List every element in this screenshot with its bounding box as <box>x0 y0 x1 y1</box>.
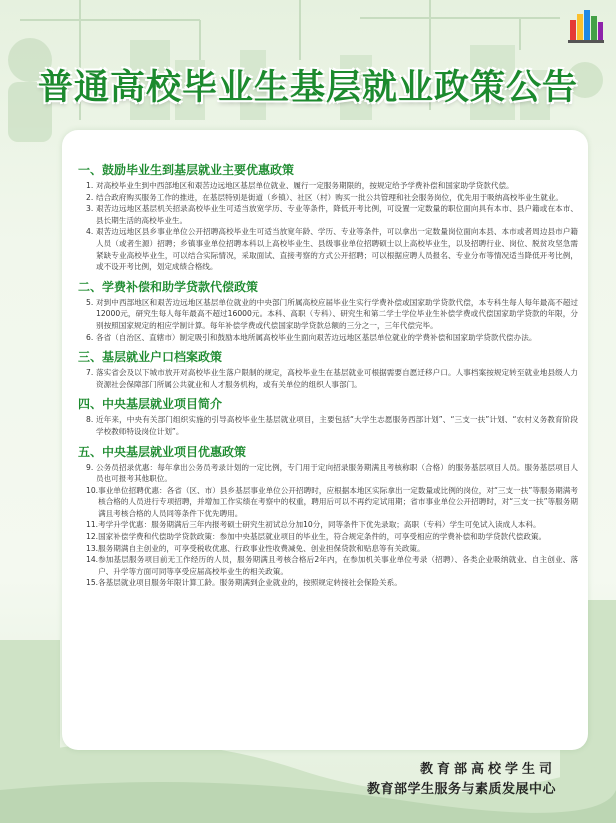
policy-item <box>86 577 578 589</box>
policy-item-text: 对高校毕业生到中西部地区和艰苦边远地区基层单位就业、履行一定服务期限的，按规定给予学费补偿和国家助学贷款代偿。 <box>96 181 514 190</box>
policy-item-number: 12. <box>86 532 99 542</box>
policy-item-text: 服务期满自主创业的，可享受税收优惠、行政事业性收费减免、创业担保贷款和贴息等有关政策。 <box>98 543 425 553</box>
policy-item-text: 艰苦边远地区县乡事业单位公开招聘高校毕业生可适当放宽年龄、学历、专业等条件，可以拿出一定数量岗位面向本县、本市或者周边县市户籍人员（或者生源）招聘；乡镇事业单位招聘本科以上高校毕业生、县级事业单位招聘硕士以上高校毕业生，以及招聘行业、岗位、脱贫攻坚急需紧缺专业高校毕业生，可以结合实际情况，采取面试、直接考察的方式公开招聘；可以根据应聘人员报名、专业分布等情况适当降低开考比例，或不设开考比例，划定成绩合格线。 <box>96 227 578 272</box>
page-title: 普通高校毕业生基层就业政策公告 <box>37 68 578 108</box>
policy-item-text: 考学升学优惠：服务期满后三年内报考硕士研究生初试总分加10分，同等条件下优先录取；高职（专科）学生可免试入读成人本科。 <box>98 520 541 530</box>
policy-item-number: 9. <box>86 462 94 472</box>
policy-item-number: 7. <box>86 368 94 378</box>
section-heading: 五、中央基层就业项目优惠政策 <box>78 444 247 459</box>
policy-content <box>78 162 578 589</box>
policy-item-number: 2. <box>86 192 94 202</box>
footer-issuer: 教育部高校学生司 <box>419 762 556 777</box>
policy-item-text: 国家补偿学费和代偿助学贷款政策：参加中央基层就业项目的毕业生，符合规定条件的，可享受相应的学费补偿和助学贷款代偿政策。 <box>98 532 547 542</box>
policy-item <box>86 226 578 272</box>
policy-item-text: 公务员招录优惠：每年拿出公务员考录计划的一定比例，专门用于定向招录服务期满且考核称职（合格）的服务基层项目人员。服务基层项目人员也可报考其他职位。 <box>96 462 578 484</box>
policy-item-number: 13. <box>86 543 99 553</box>
policy-item-number: 4. <box>86 227 94 237</box>
policy-item-number: 15. <box>86 578 99 588</box>
policy-item <box>86 332 578 344</box>
policy-item-text: 近年来，中央有关部门组织实施的引导高校毕业生基层就业项目，主要包括“大学生志愿服务西部计划”、“三支一扶”计划、“农村义务教育阶段学校教师特设岗位计划”。 <box>96 415 578 436</box>
policy-item-text: 结合政府购买服务工作的推进，在基层特别是街道（乡镇）、社区（村）购买一批公共管理和社会服务岗位，优先用于吸纳高校毕业生就业。 <box>96 192 564 202</box>
policy-item <box>86 554 578 577</box>
policy-item-text: 参加基层服务项目前无工作经历的人员，服务期满且考核合格后2年内，在参加机关事业单位考录（招聘）、各类企业吸纳就业、自主创业、落户、升学等方面可同等享受应届高校毕业生的相关政策。 <box>98 555 578 576</box>
footer-issuer-secondary: 教育部学生服务与素质发展中心 <box>366 782 556 797</box>
policy-item <box>86 531 578 543</box>
section-heading: 二、学费补偿和助学贷款代偿政策 <box>78 279 259 294</box>
section-heading: 一、鼓励毕业生到基层就业主要优惠政策 <box>78 163 295 177</box>
policy-item <box>86 192 578 204</box>
policy-item-number: 1. <box>86 181 94 190</box>
logo-icon <box>566 6 606 46</box>
policy-item-text: 对到中西部地区和艰苦边远地区基层单位就业的中央部门所属高校应届毕业生实行学费补偿或国家助学贷款代偿，本专科生每人每年最高不超过12000元，研究生每人每年最高不超过16000元。本科、高职（专科）、研究生和第二学士学位毕业生补偿学费或代偿国家助学贷款的年限，分别按照国家规定的相应学制计算。每年补偿学费或代偿国家助学贷款总额的三分之一，三年代偿完毕。 <box>96 297 578 330</box>
policy-item-text: 事业单位招聘优惠：各省（区、市）县乡基层事业单位公开招聘时，应根据本地区实际拿出一定数量或比例的岗位，对“三支一扶”等服务期满考核合格的人员进行专项招聘，并增加工作实绩在考察中的权重，聘用后可以不再约定试用期；省市事业单位公开招聘时，对“三支一扶”等服务期满且考核合格的人员同等条件下优先聘用。 <box>98 485 578 518</box>
policy-item <box>86 180 578 192</box>
policy-item-text: 艰苦边远地区基层机关招录高校毕业生可适当放宽学历、专业等条件，降低开考比例，可设置一定数量的职位面向具有本市、县户籍或在本市、县长期生活的高校毕业生。 <box>96 204 578 225</box>
policy-item <box>86 485 578 520</box>
policy-item <box>86 367 578 390</box>
policy-item-number: 10. <box>86 485 99 495</box>
policy-item-text: 各基层就业项目服务年限计算工龄。服务期满到企业就业的，按照规定转接社会保险关系。 <box>98 578 402 588</box>
policy-item <box>86 297 578 332</box>
policy-item-text: 落实省会及以下城市放开对高校毕业生落户限制的规定，高校毕业生在基层就业可根据需要自愿迁移户口。人事档案按规定转至就业地县级人力资源社会保障部门所属公共就业和人才服务机构，或有关单位的组织人事部门。 <box>96 368 578 389</box>
policy-item <box>86 414 578 437</box>
policy-item-number: 5. <box>86 297 94 307</box>
section-heading: 四、中央基层就业项目简介 <box>78 397 223 412</box>
policy-item-number: 3. <box>86 204 94 214</box>
policy-item <box>86 519 578 531</box>
policy-item-number: 8. <box>86 415 94 425</box>
policy-item <box>86 203 578 226</box>
policy-item-number: 6. <box>86 332 94 342</box>
policy-item-text: 各省（自治区、直辖市）制定吸引和鼓励本地所属高校毕业生面向艰苦边远地区基层单位就业的学费补偿和国家助学贷款代偿办法。 <box>96 332 537 342</box>
policy-item <box>86 462 578 485</box>
policy-item-number: 11. <box>86 520 99 530</box>
section-heading: 三、基层就业户口档案政策 <box>78 350 223 365</box>
policy-item-number: 14. <box>86 555 99 565</box>
policy-item <box>86 543 578 555</box>
